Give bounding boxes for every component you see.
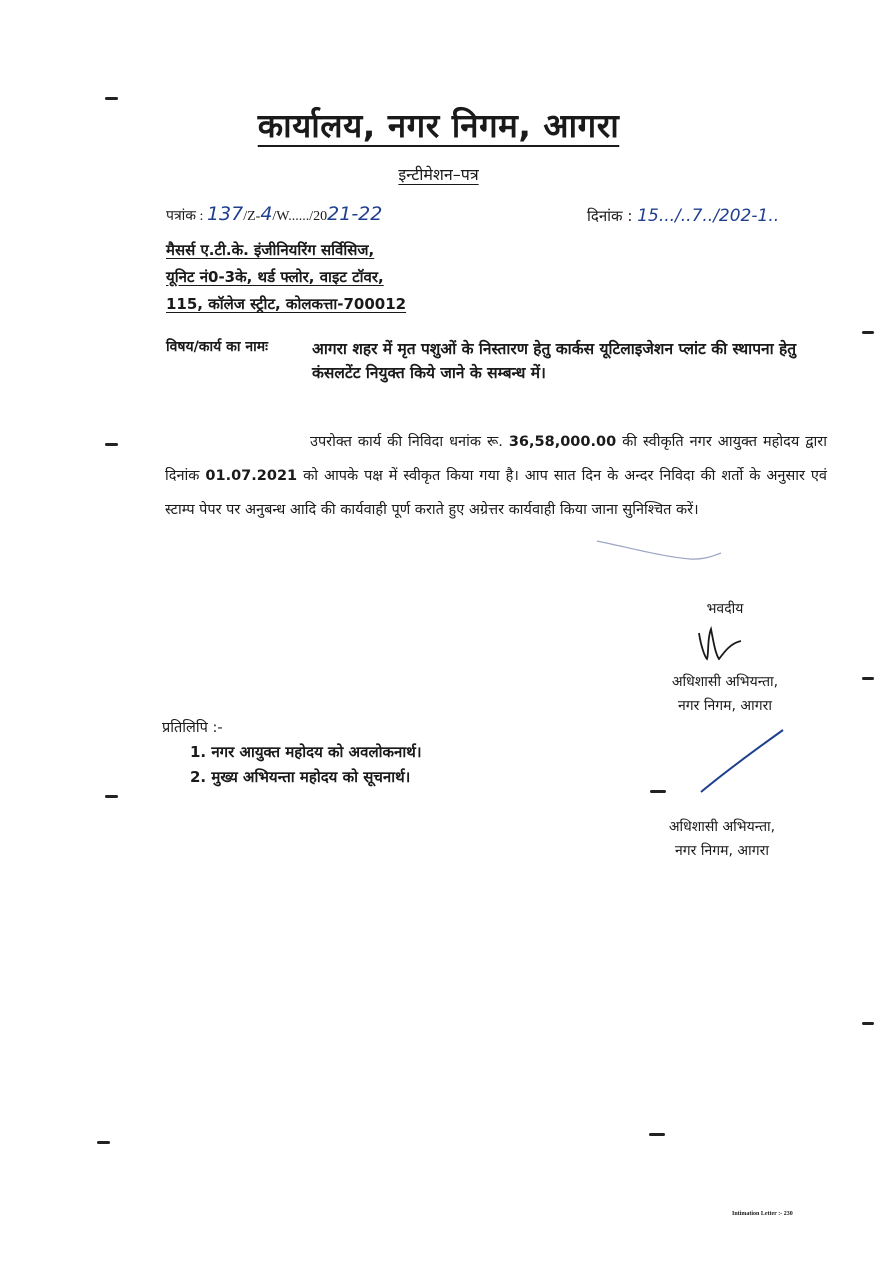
addressee-line3: 115, कॉलेज स्ट्रीट, कोलकत्ता-700012	[166, 295, 407, 313]
reference-part1: /Z-	[243, 209, 261, 224]
signature-stroke	[695, 726, 795, 796]
reference-handwritten-zone: 4	[260, 203, 273, 225]
tender-amount: 36,58,000.00	[508, 434, 617, 450]
addressee-line1: मैसर्स ए.टी.के. इंजीनियरिंग सर्विसिज,	[166, 241, 375, 259]
subject-label: विषय/कार्य का नामः	[166, 339, 268, 355]
copy-label: प्रतिलिपि :-	[162, 720, 223, 736]
punch-mark	[105, 795, 118, 798]
punch-mark	[649, 1133, 665, 1136]
reference-number	[166, 203, 382, 225]
signatory-designation: अधिशासी अभियन्ता,	[671, 674, 779, 690]
letter-body: उपरोक्त कार्य की निविदा धनांक रू. 36,58,000.00 की स्वीकृति नगर आयुक्त महोदय द्वारा दिनांक 01.07.2021 को आपके पक्ष में स्वीकृत किया गया है। आप सात दिन के अन्दर निविदा की शर्तो के अनुसार एवं स्टाम्प पेपर पर अनुबन्ध आदि की कार्यवाही पूर्ण कराते हुए अग्रेत्तर कार्यवाही किया जाना सुनिश्चित करें।	[165, 434, 827, 518]
reference-label: पत्रांक :	[166, 209, 204, 224]
punch-mark	[862, 1022, 874, 1025]
pen-stroke	[595, 535, 725, 575]
signatory2-designation: अधिशासी अभियन्ता,	[668, 819, 776, 835]
punch-mark	[105, 97, 118, 100]
date-handwritten: 15.../..7../202-1..	[637, 206, 780, 226]
signatory-office: नगर निगम, आगरा	[678, 698, 772, 714]
list-item: 1. नगर आयुक्त महोदय को अवलोकनार्थ।	[190, 743, 422, 761]
reference-part2: /W....../20	[272, 209, 328, 224]
punch-mark	[105, 443, 118, 446]
letter-type: इन्टीमेशन–पत्र	[398, 165, 479, 184]
reference-handwritten-number: 137	[206, 203, 244, 225]
punch-mark	[862, 331, 874, 334]
copy-list	[190, 740, 422, 790]
punch-mark	[97, 1141, 110, 1144]
letter-date	[587, 206, 779, 226]
reference-handwritten-year: 21-22	[327, 203, 383, 225]
addressee-line2: यूनिट नं0-3के, थर्ड फ्लोर, वाइट टॉवर,	[166, 268, 384, 286]
subject-text: आगरा शहर में मृत पशुओं के निस्तारण हेतु कार्कस यूटिलाइजेशन प्लांट की स्थापना हेतु कंसलटेंट नियुक्त किये जाने के सम्बन्ध में।	[312, 340, 797, 382]
signature-mark	[695, 623, 755, 663]
list-item: 2. मुख्य अभियन्ता महोदय को सूचनार्थ।	[190, 768, 411, 786]
signatory2-office: नगर निगम, आगरा	[675, 843, 769, 859]
approval-date: 01.07.2021	[205, 468, 298, 484]
closing-text: भवदीय	[706, 601, 744, 617]
footer-note: Intimation Letter :- 230	[732, 1211, 793, 1217]
date-label: दिनांक :	[587, 207, 633, 225]
office-title: कार्यालय, नगर निगम, आगरा	[257, 106, 620, 145]
punch-mark	[650, 790, 666, 793]
punch-mark	[862, 677, 874, 680]
